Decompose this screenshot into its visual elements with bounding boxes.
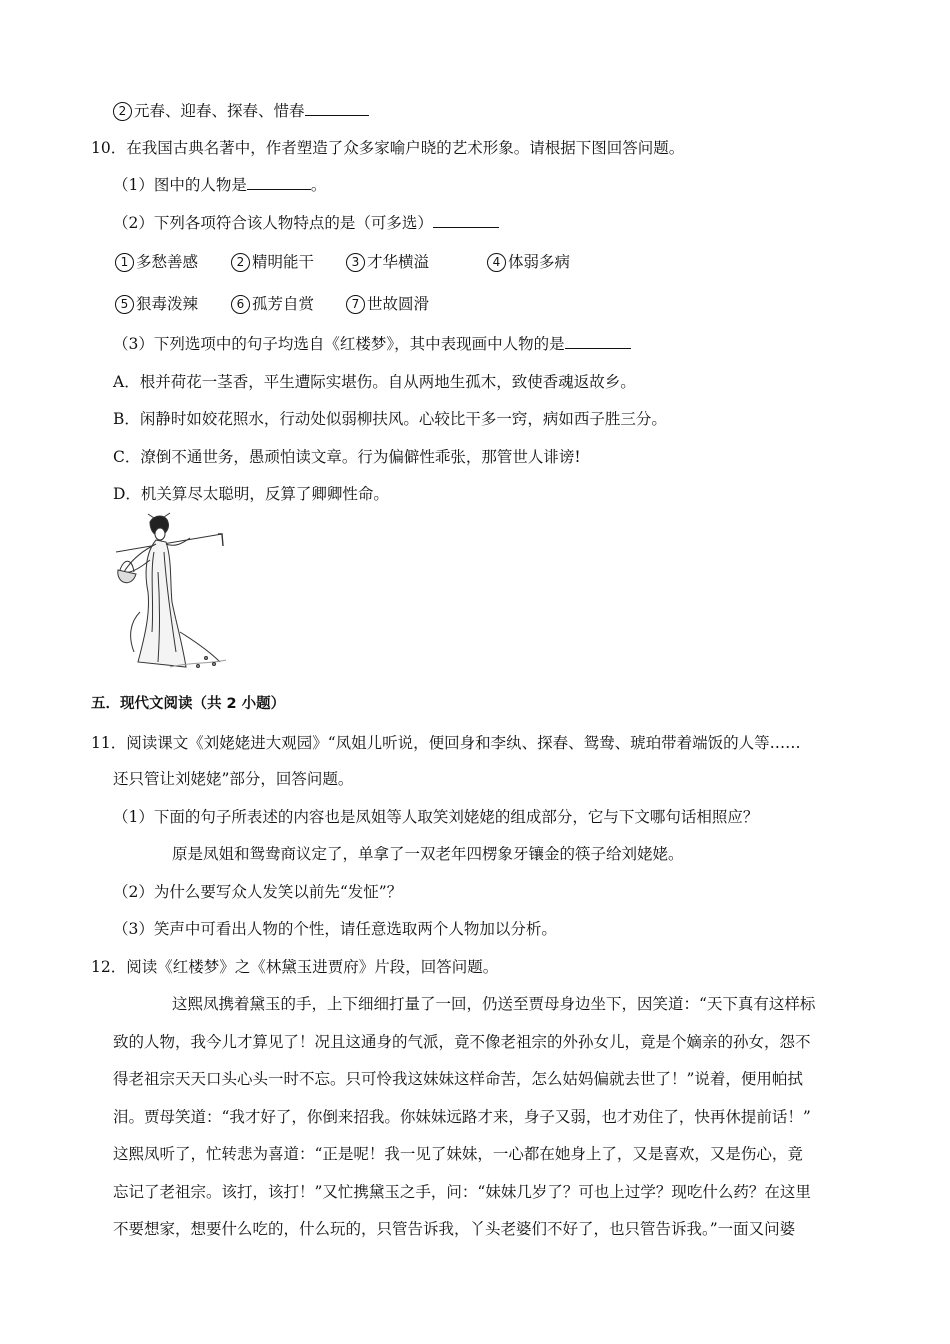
q10-sub1-text: （1）图中的人物是 xyxy=(113,176,247,194)
option-text: 多愁善感 xyxy=(136,253,199,271)
q10-choice-d: D．机关算尽太聪明，反算了卿卿性命。 xyxy=(113,485,389,503)
option-text: 才华横溢 xyxy=(367,253,430,271)
q12-passage-line: 这熙凤携着黛玉的手，上下细细打量了一回，仍送至贾母身边坐下，因笑道：“天下真有这样标 xyxy=(172,995,816,1013)
answer-blank[interactable] xyxy=(247,175,311,190)
q12-passage-line: 泪。贾母笑道：“我才好了，你倒来招我。你妹妹远路才来，身子又弱，也才劝住了，快再休提前话！” xyxy=(113,1108,811,1126)
q11-sub2: （2）为什么要写众人发笑以前先“发怔”？ xyxy=(113,883,403,901)
q10-sub2 xyxy=(113,213,499,233)
q9-item-2 xyxy=(113,101,369,121)
option-text: 世故圆滑 xyxy=(367,295,430,313)
q10-sub1-end: 。 xyxy=(310,176,327,194)
circled-number: 4 xyxy=(487,253,506,272)
q12-passage-line: 这熙凤听了，忙转悲为喜道：“正是呢！我一见了妹妹，一心都在她身上了，又是喜欢，又是伤心，竟 xyxy=(113,1145,803,1163)
woman-with-hoe-illustration-icon xyxy=(110,512,230,677)
answer-blank[interactable] xyxy=(305,101,369,116)
q10-sub2-text: （2）下列各项符合该人物特点的是（可多选） xyxy=(113,214,433,232)
circled-number: 2 xyxy=(113,102,132,121)
circled-number: 1 xyxy=(115,253,134,272)
q10-option-6 xyxy=(231,294,314,314)
q10-option-7 xyxy=(346,294,429,314)
option-text: 精明能干 xyxy=(252,253,315,271)
q10-option-5 xyxy=(115,294,198,314)
q10-option-1 xyxy=(115,252,198,272)
circled-number: 5 xyxy=(115,295,134,314)
circled-number: 2 xyxy=(231,253,250,272)
answer-blank[interactable] xyxy=(433,213,499,228)
q10-option-3 xyxy=(346,252,429,272)
q9-item-2-text: 元春、迎春、探春、惜春 xyxy=(134,102,305,120)
q11-sub3: （3）笑声中可看出人物的个性，请任意选取两个人物加以分析。 xyxy=(113,920,557,938)
section-5-heading: 五．现代文阅读（共 2 小题） xyxy=(91,696,286,712)
q12-passage-line: 不要想家，想要什么吃的，什么玩的，只管告诉我，丫头老婆们不好了，也只管告诉我。”一面又问婆 xyxy=(113,1220,796,1238)
q10-sub3-text: （3）下列选项中的句子均选自《红楼梦》，其中表现画中人物的是 xyxy=(113,335,565,353)
circled-number: 3 xyxy=(346,253,365,272)
q10-sub3 xyxy=(113,334,631,354)
q12-passage-line: 致的人物，我今儿才算见了！况且这通身的气派，竟不像老祖宗的外孙女儿，竟是个嫡亲的孙女，怨不 xyxy=(113,1033,811,1051)
q11-sub1: （1）下面的句子所表述的内容也是凤姐等人取笑刘姥姥的组成部分，它与下文哪句话相照应？ xyxy=(113,808,759,826)
q11-stem-line2: 还只管让刘姥姥”部分，回答问题。 xyxy=(113,770,354,788)
option-text: 狠毒泼辣 xyxy=(136,295,199,313)
q10-sub1 xyxy=(113,175,326,195)
q11-stem-line1: 11．阅读课文《刘姥姥进大观园》“凤姐儿听说，便回身和李纨、探春、鸳鸯、琥珀带着端饭的人等…… xyxy=(91,734,801,752)
option-text: 体弱多病 xyxy=(508,253,571,271)
circled-number: 7 xyxy=(346,295,365,314)
circled-number: 6 xyxy=(231,295,250,314)
q10-stem: 10．在我国古典名著中，作者塑造了众多家喻户晓的艺术形象。请根据下图回答问题。 xyxy=(91,139,685,157)
q10-choice-c: C．潦倒不通世务，愚顽怕读文章。行为偏僻性乖张，那管世人诽谤! xyxy=(113,448,581,466)
q10-choice-b: B．闲静时如姣花照水，行动处似弱柳扶风。心较比干多一窍，病如西子胜三分。 xyxy=(113,410,667,428)
q12-passage-line: 忘记了老祖宗。该打，该打！”又忙携黛玉之手，问：“妹妹几岁了？可也上过学？现吃什么药？在这里 xyxy=(113,1183,811,1201)
q11-quote: 原是凤姐和鸳鸯商议定了，单拿了一双老年四楞象牙镶金的筷子给刘姥姥。 xyxy=(172,845,684,863)
q12-stem: 12．阅读《红楼梦》之《林黛玉进贾府》片段，回答问题。 xyxy=(91,958,499,976)
q12-passage-line: 得老祖宗天天口头心头一时不忘。只可怜我这妹妹这样命苦，怎么姑妈偏就去世了！”说着，便用帕拭 xyxy=(113,1070,803,1088)
q10-option-4 xyxy=(487,252,570,272)
q10-option-2 xyxy=(231,252,314,272)
answer-blank[interactable] xyxy=(565,334,631,349)
q10-choice-a: A．根并荷花一茎香，平生遭际实堪伤。自从两地生孤木，致使香魂返故乡。 xyxy=(113,373,636,391)
option-text: 孤芳自赏 xyxy=(252,295,315,313)
